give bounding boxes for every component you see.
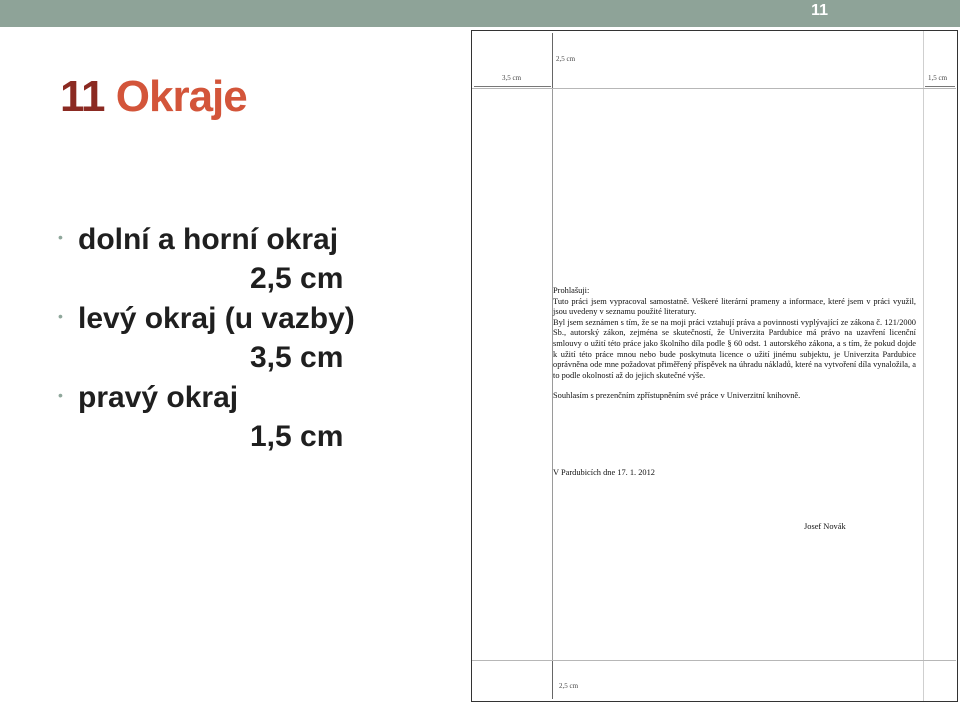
doc-paragraph-2: Byl jsem seznámen s tím, že se na moji práci vztahují práva a povinnosti vyplývající ze zákona č. 121/2000 Sb., autorský zákon, zejména se skutečností, že Univerzita Pardubice má právo na uzavření licenční smlouvy o užití této práce jako školního díla podle § 60 odst. 1 autorského zákona, a s tím, že pokud dojde k užití této práce mnou nebo bude poskytnuta licence o užití jinému subjektu, je Univerzita Pardubice oprávněna ode mne požadovat přiměřený příspěvek na úhradu nákladů, které na vytvoření díla vynaložila, a to podle okolností až do jejich skutečné výše. bbox=[553, 317, 916, 380]
doc-place-date: V Pardubicích dne 17. 1. 2012 bbox=[553, 467, 655, 477]
bullet-item-left bbox=[56, 299, 355, 377]
top-margin-arrow bbox=[552, 33, 553, 88]
bullet-value: 2,5 cm bbox=[250, 262, 344, 295]
left-margin-label: 3,5 cm bbox=[502, 74, 522, 82]
bullet-item-top-bottom bbox=[56, 220, 355, 298]
sample-document bbox=[553, 286, 916, 532]
bullet-list bbox=[56, 220, 355, 456]
title-number: 11 bbox=[60, 72, 105, 121]
bullet-dot-icon: • bbox=[58, 229, 63, 245]
bottom-margin-label: 2,5 cm bbox=[559, 682, 579, 690]
top-margin-label: 2,5 cm bbox=[556, 55, 576, 63]
doc-heading: Prohlašuji: bbox=[553, 286, 590, 295]
top-bar bbox=[0, 0, 960, 27]
title-word: Okraje bbox=[115, 72, 247, 121]
doc-signature: Josef Novák bbox=[804, 521, 846, 531]
right-margin-label: 1,5 cm bbox=[928, 74, 948, 82]
top-margin-guide bbox=[472, 88, 956, 89]
slide-title bbox=[60, 72, 247, 122]
bullet-item-right bbox=[56, 378, 355, 456]
bullet-value: 1,5 cm bbox=[250, 420, 344, 453]
bottom-margin-arrow bbox=[552, 661, 553, 699]
left-margin-arrow bbox=[474, 86, 551, 87]
right-margin-guide bbox=[923, 31, 924, 701]
page-margin-figure bbox=[471, 30, 958, 702]
doc-paragraph-3: Souhlasím s prezenčním zpřístupněním své práce v Univerzitní knihovně. bbox=[553, 391, 801, 401]
bullet-text: dolní a horní okraj bbox=[78, 223, 339, 256]
bullet-value: 3,5 cm bbox=[250, 341, 344, 374]
slide-number: 11 bbox=[811, 2, 828, 19]
right-margin-arrow bbox=[925, 86, 955, 87]
bullet-text: levý okraj (u vazby) bbox=[78, 302, 355, 335]
bullet-dot-icon: • bbox=[58, 387, 63, 403]
bottom-margin-guide bbox=[472, 660, 956, 661]
bullet-dot-icon: • bbox=[58, 308, 63, 324]
doc-paragraph-1: Tuto práci jsem vypracoval samostatně. Veškeré literární prameny a informace, které jsem v práci využil, jsou uvedeny v seznamu použité literatury. bbox=[553, 296, 916, 317]
bullet-text: pravý okraj bbox=[78, 381, 239, 414]
